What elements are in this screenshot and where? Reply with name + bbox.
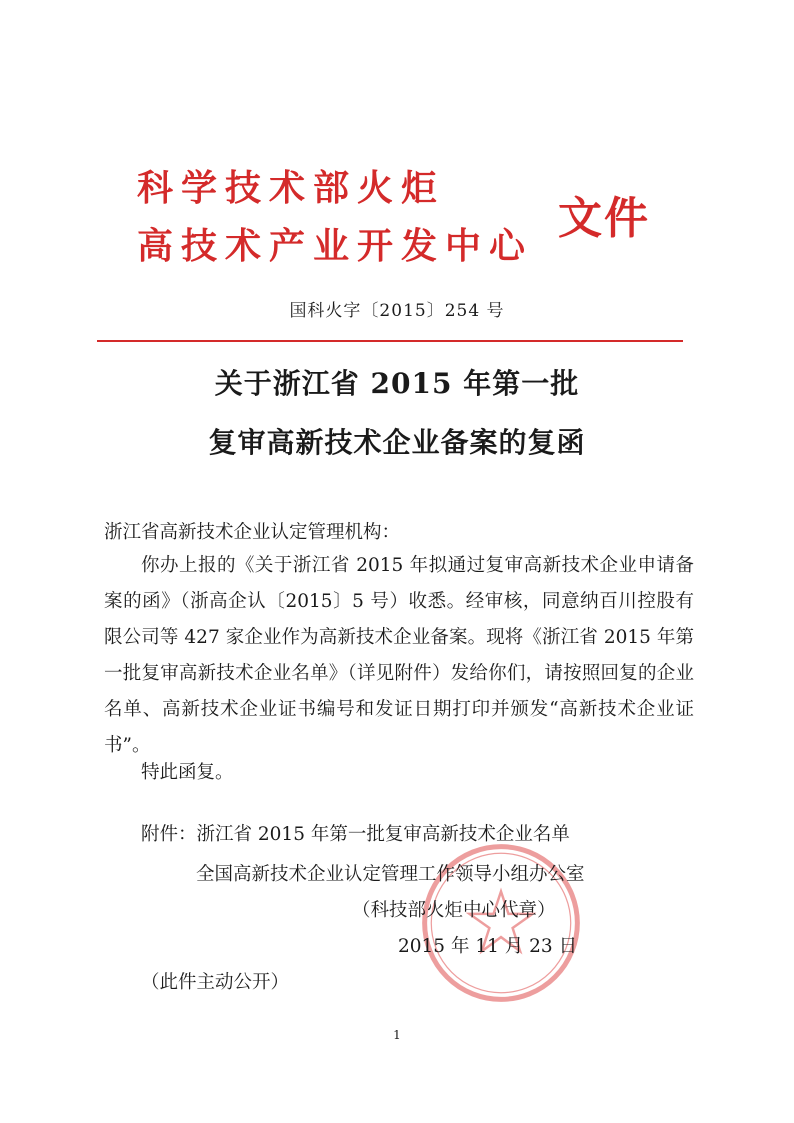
header-divider — [97, 340, 683, 342]
seal-proxy-note: （科技部火炬中心代章） — [352, 900, 556, 921]
signing-date: 2015 年 11 月 23 日 — [398, 936, 578, 957]
issuer-name-line2: 高技术产业开发中心 — [137, 226, 534, 267]
signing-office: 全国高新技术企业认定管理工作领导小组办公室 — [196, 864, 585, 885]
closing-paragraph: 特此函复。 — [141, 762, 234, 783]
title-line1: 关于浙江省 2015 年第一批 — [214, 367, 580, 400]
title-line2: 复审高新技术企业备案的复函 — [208, 426, 586, 459]
page-number: 1 — [393, 1028, 401, 1042]
document-type-label: 文件 — [558, 193, 650, 244]
disclosure-note: （此件主动公开） — [141, 972, 290, 993]
issuer-name-line1: 科学技术部火炬 — [137, 168, 446, 209]
document-number: 国科火字〔2015〕254 号 — [289, 301, 505, 321]
body-paragraph: 你办上报的《关于浙江省 2015 年拟通过复审高新技术企业申请备案的函》（浙高企认〔2015〕5 号）收悉。经审核，同意纳百川控股有限公司等 427 家企业作为高新技术企业备案。现将《浙江省 2015 年第一批复审高新技术企业名单》（详见附件）发给你们，请按照回复的企业名单、高新技术企业证书编号和发证日期打印并颁发“高新技术企业证书”。 — [104, 555, 694, 756]
attachment-line: 附件：浙江省 2015 年第一批复审高新技术企业名单 — [141, 824, 570, 845]
addressee: 浙江省高新技术企业认定管理机构： — [104, 522, 401, 543]
